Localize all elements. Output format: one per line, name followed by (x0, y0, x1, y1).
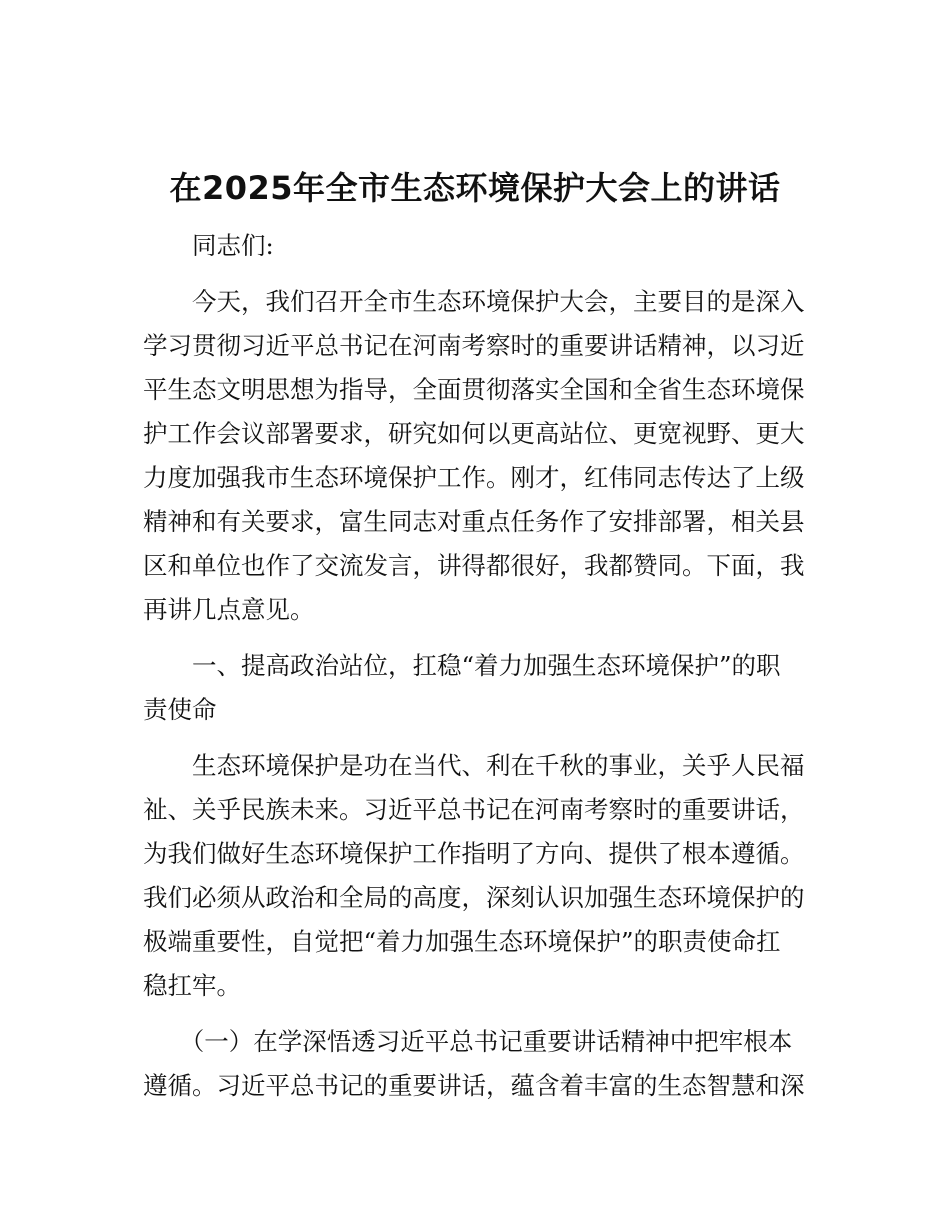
text-line: 祉、关乎民族未来。习近平总书记在河南考察时的重要讲话， (143, 795, 805, 824)
text-line: 力度加强我市生态环境保护工作。刚才，红伟同志传达了上级 (143, 463, 805, 492)
greeting: 同志们: (192, 231, 274, 260)
text-line: （一）在学深悟透习近平总书记重要讲话精神中把牢根本 (143, 1027, 793, 1056)
section-heading-1 (143, 644, 811, 732)
text-line: 为我们做好生态环境保护工作指明了方向、提供了根本遵循。 (143, 839, 805, 868)
text-line: 再讲几点意见。 (143, 595, 315, 624)
paragraph-1 (143, 280, 811, 632)
text-line: 极端重要性，自觉把“着力加强生态环境保护”的职责使命扛 (143, 927, 781, 956)
document-body (143, 224, 811, 1108)
text-line: 今天，我们召开全市生态环境保护大会，主要目的是深入 (143, 287, 805, 316)
text-line: 学习贯彻习近平总书记在河南考察时的重要讲话精神，以习近 (143, 331, 805, 360)
paragraph-3 (143, 1020, 811, 1108)
text-line: 遵循。习近平总书记的重要讲话，蕴含着丰富的生态智慧和深 (143, 1071, 805, 1100)
text-line: 精神和有关要求，富生同志对重点任务作了安排部署，相关县 (143, 507, 805, 536)
text-line: 护工作会议部署要求，研究如何以更高站位、更宽视野、更大 (143, 419, 805, 448)
text-line: 生态环境保护是功在当代、利在千秋的事业，关乎人民福 (143, 751, 805, 780)
text-line: 平生态文明思想为指导，全面贯彻落实全国和全省生态环境保 (143, 375, 805, 404)
document-title: 在2025年全市生态环境保护大会上的讲话 (169, 169, 781, 207)
text-line: 稳扛牢。 (143, 971, 241, 1000)
paragraph-2 (143, 744, 811, 1008)
heading-line: 一、提高政治站位，扛稳“着力加强生态环境保护”的职 (143, 651, 781, 680)
text-line: 我们必须从政治和全局的高度，深刻认识加强生态环境保护的 (143, 883, 805, 912)
text-line: 区和单位也作了交流发言，讲得都很好，我都赞同。下面，我 (143, 551, 805, 580)
heading-line: 责使命 (143, 695, 217, 724)
